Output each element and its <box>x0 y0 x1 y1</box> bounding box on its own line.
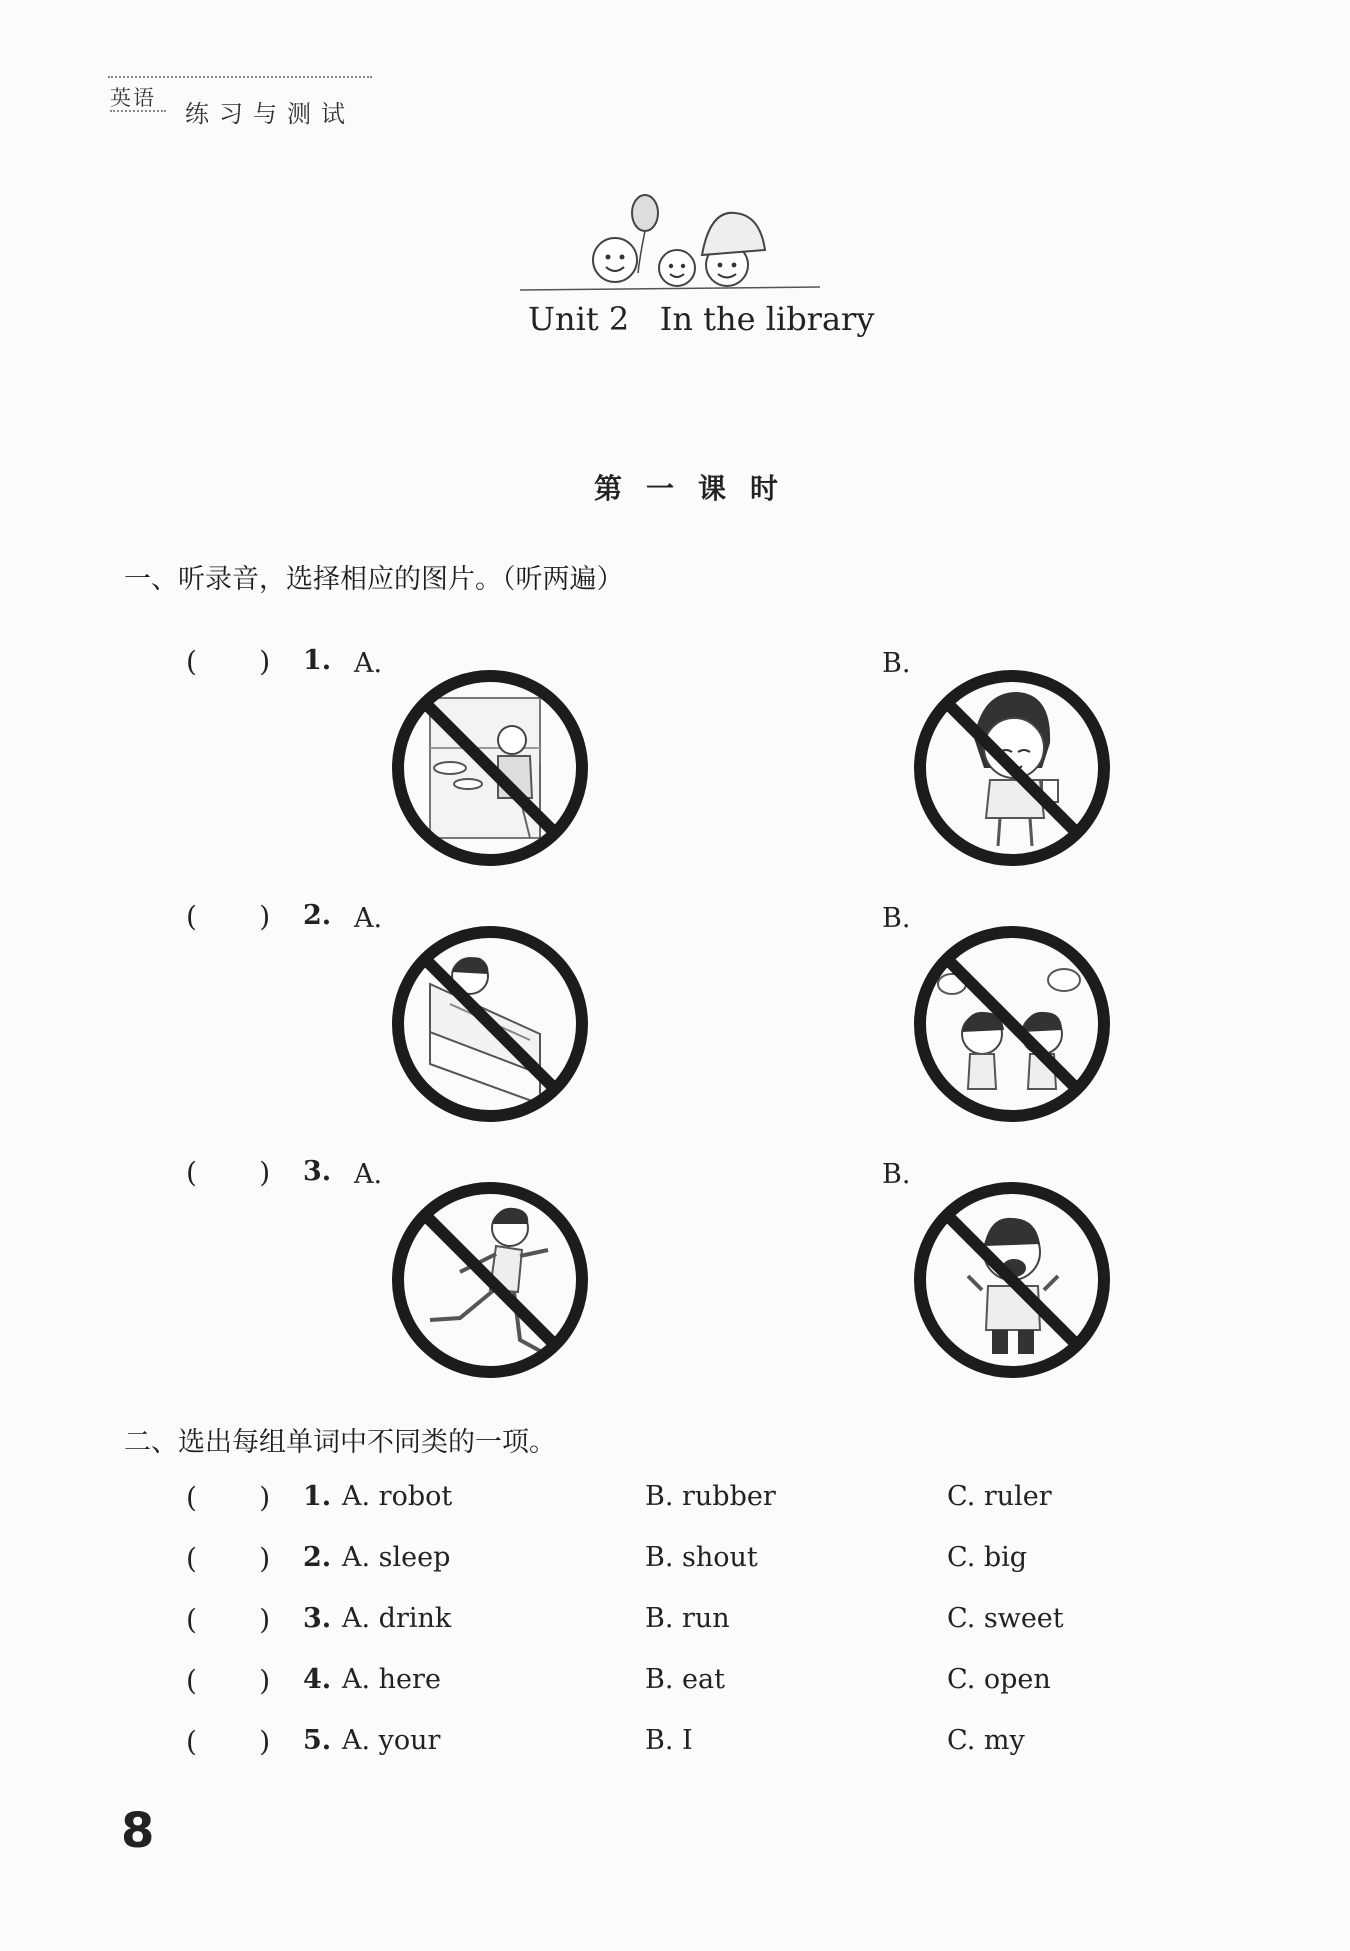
option-b: B. shout <box>645 1542 758 1573</box>
answer-blank[interactable]: ( ) <box>186 900 271 933</box>
option-a-label: A. <box>354 648 383 679</box>
question-number: 1. <box>303 645 332 676</box>
lesson-title: 第一课时 <box>594 472 803 505</box>
question-number: 3. <box>303 1603 332 1634</box>
option-b: B. I <box>645 1725 693 1756</box>
header-subject: 英语 <box>110 82 166 112</box>
answer-blank[interactable]: ( ) <box>186 1542 271 1575</box>
option-a: A. here <box>342 1664 441 1695</box>
option-b-label: B. <box>882 1159 911 1190</box>
page-number: 8 <box>121 1803 155 1859</box>
header-rule <box>108 76 372 78</box>
option-a: A. robot <box>342 1481 453 1512</box>
option-c: C. ruler <box>947 1481 1052 1512</box>
answer-blank[interactable]: ( ) <box>186 1603 271 1636</box>
unit-title: Unit 2 In the library <box>528 300 875 338</box>
no-shouting-icon[interactable] <box>912 1180 1112 1380</box>
option-a-label: A. <box>354 1159 383 1190</box>
option-a: A. sleep <box>342 1542 451 1573</box>
question-number: 5. <box>303 1725 332 1756</box>
option-c: C. sweet <box>947 1603 1064 1634</box>
question-number: 4. <box>303 1664 332 1695</box>
no-talking-icon[interactable] <box>912 924 1112 1124</box>
no-running-icon[interactable] <box>390 1180 590 1380</box>
option-b-label: B. <box>882 903 911 934</box>
option-b: B. eat <box>645 1664 725 1695</box>
option-a: A. drink <box>342 1603 452 1634</box>
question-number: 3. <box>303 1156 332 1187</box>
answer-blank[interactable]: ( ) <box>186 645 271 678</box>
answer-blank[interactable]: ( ) <box>186 1664 271 1697</box>
question-number: 2. <box>303 900 332 931</box>
section-1-title: 一、听录音，选择相应的图片。（听两遍） <box>124 564 624 595</box>
option-c: C. big <box>947 1542 1028 1573</box>
no-eating-icon[interactable] <box>390 668 590 868</box>
option-c: C. my <box>947 1725 1025 1756</box>
kids-illustration-icon <box>520 185 820 305</box>
option-b-label: B. <box>882 648 911 679</box>
no-sleeping-icon[interactable] <box>390 924 590 1124</box>
option-b: B. rubber <box>645 1481 776 1512</box>
option-a: A. your <box>342 1725 441 1756</box>
option-c: C. open <box>947 1664 1051 1695</box>
question-number: 1. <box>303 1481 332 1512</box>
option-b: B. run <box>645 1603 730 1634</box>
answer-blank[interactable]: ( ) <box>186 1725 271 1758</box>
option-a-label: A. <box>354 903 383 934</box>
header-book-title: 练习与测试 <box>185 100 355 128</box>
no-drinking-icon[interactable] <box>912 668 1112 868</box>
question-number: 2. <box>303 1542 332 1573</box>
answer-blank[interactable]: ( ) <box>186 1156 271 1189</box>
section-2-title: 二、选出每组单词中不同类的一项。 <box>124 1427 556 1458</box>
answer-blank[interactable]: ( ) <box>186 1481 271 1514</box>
